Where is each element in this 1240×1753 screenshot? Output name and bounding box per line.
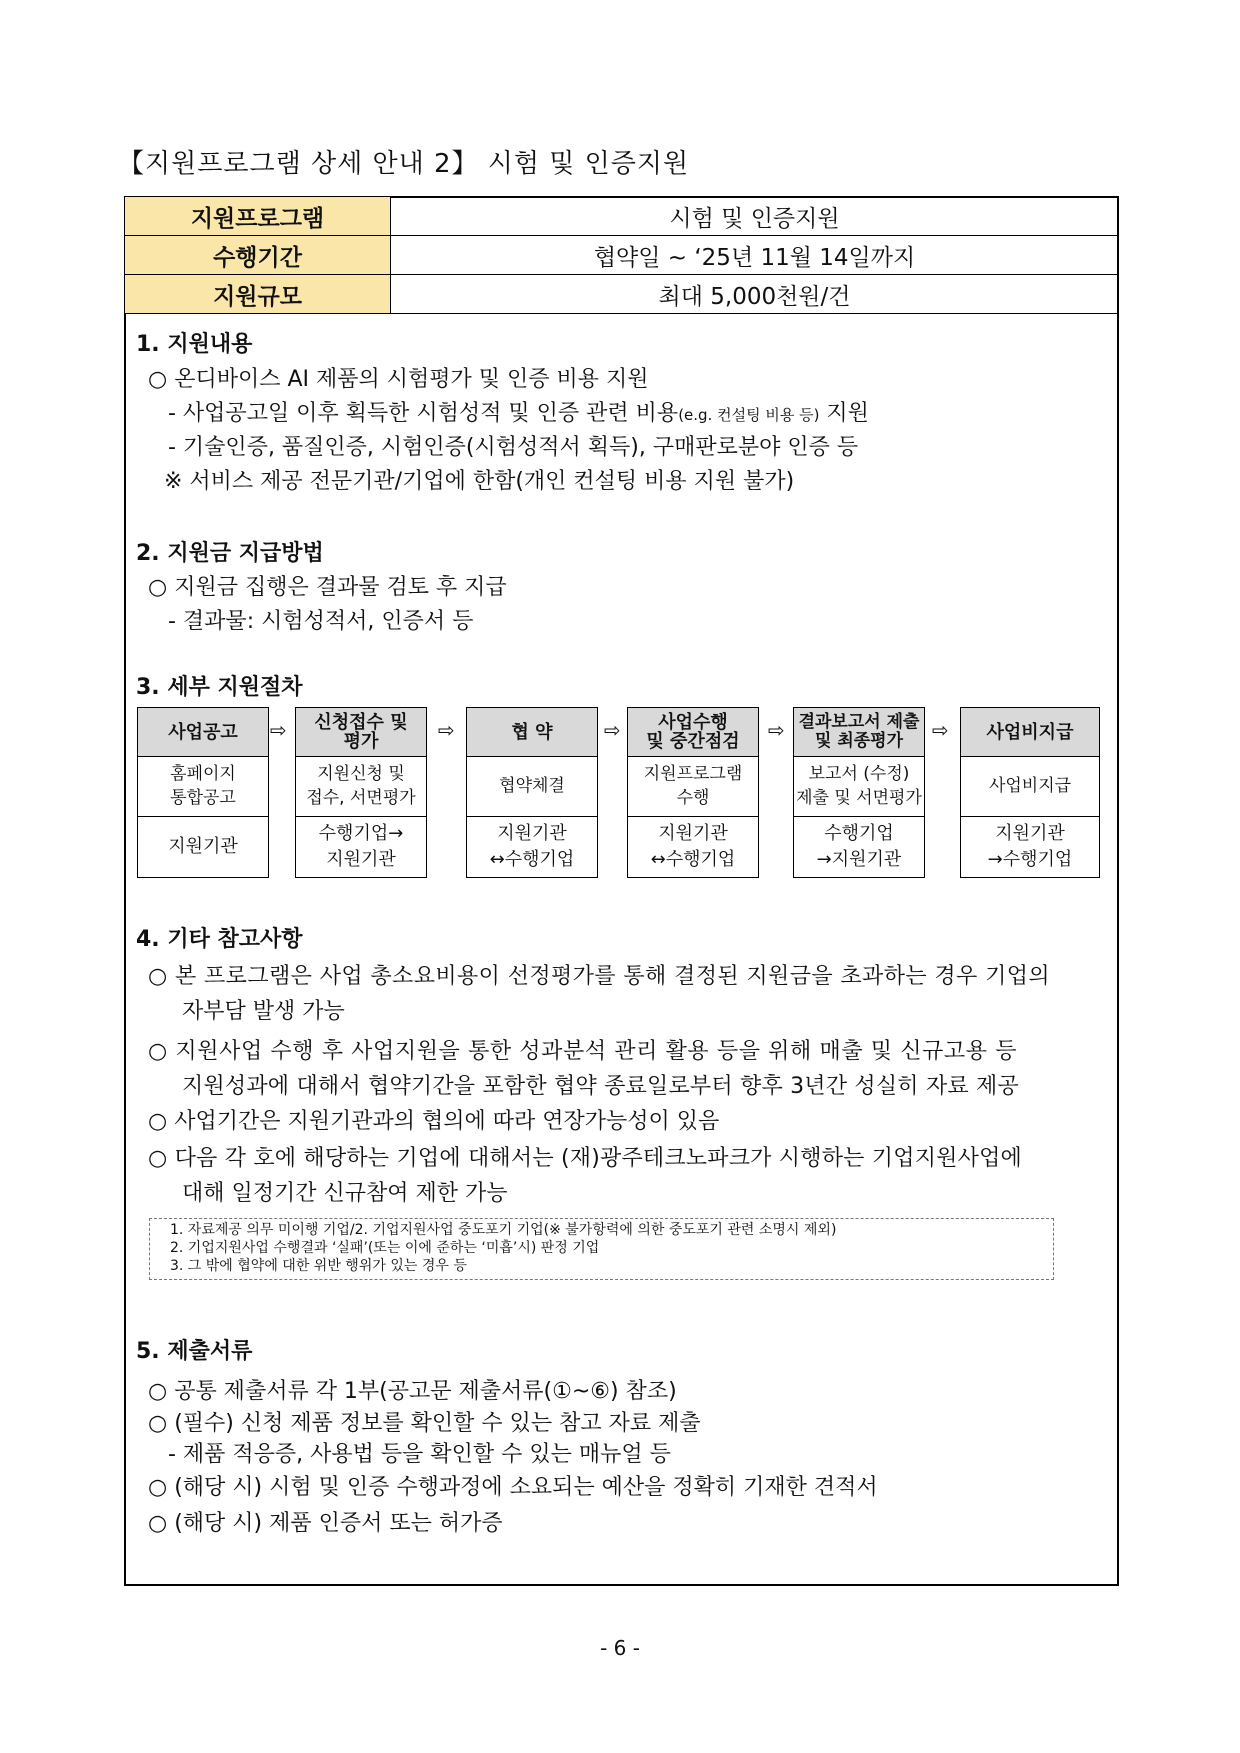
section-3-heading: 3. 세부 지원절차 [136,675,303,700]
section-1-line: ※ 서비스 제공 전문기관/기업에 한함(개인 컨설팅 비용 지원 불가) [164,469,795,494]
info-key: 지원규모 [125,275,391,314]
arrow-icon: ⇨ [438,718,455,742]
line-note: (e.g. 컨설팅 비용 등) [678,406,820,424]
line-text: 지원 [819,401,869,426]
step-title: 결과보고서 제출 및 최종평가 [794,708,924,757]
step-actor: 지원기관 →수행기업 [987,822,1073,870]
section-4-line: ○ 본 프로그램은 사업 총소요비용이 선정평가를 통해 결정된 지원금을 초과하는 경우 기업의 [148,964,1051,989]
note-item: 1. 자료제공 의무 미이행 기업/2. 기업지원사업 중도포기 기업(※ 불가항력에 의한 중도포기 관련 소명시 제외) [170,1222,837,1238]
section-4-line: ○ 사업기간은 지원기관과의 협의에 따라 연장가능성이 있음 [148,1109,720,1134]
section-1-line: ○ 온디바이스 AI 제품의 시험평가 및 인증 비용 지원 [148,367,649,392]
process-step [960,707,1100,878]
section-2-heading: 2. 지원금 지급방법 [136,541,324,566]
note-item: 3. 그 밖에 협약에 대한 위반 행위가 있는 경우 등 [170,1258,467,1274]
step-actor: 지원기관 ↔수행기업 [489,822,575,870]
step-description: 협약체결 [467,756,597,817]
section-5-line: ○ (해당 시) 제품 인증서 또는 허가증 [148,1511,503,1536]
arrow-icon: ⇨ [604,718,621,742]
step-description: 홈페이지 통합공고 [138,756,268,817]
process-step [466,707,598,878]
arrow-icon: ⇨ [932,718,949,742]
section-2-line: ○ 지원금 집행은 결과물 검토 후 지급 [148,575,507,600]
section-4-line: ○ 지원사업 수행 후 사업지원을 통한 성과분석 관리 활용 등을 위해 매출 및 신규고용 등 [148,1039,1018,1064]
section-2-line: - 결과물: 시험성적서, 인증서 등 [168,609,474,634]
step-title: 신청접수 및 평가 [296,708,426,757]
process-step [137,707,269,878]
restriction-note-box [149,1218,1054,1280]
step-actor: 수행기업→ 지원기관 [318,822,404,870]
step-description: 지원신청 및 접수, 서면평가 [296,756,426,817]
process-step [295,707,427,878]
step-title: 사업수행 및 중간점검 [628,708,758,757]
section-4-line: 자부담 발생 가능 [182,999,345,1024]
line-text: - 사업공고일 이후 획득한 시험성적 및 인증 관련 비용 [168,401,679,426]
section-4-heading: 4. 기타 참고사항 [136,927,303,952]
section-4-line: 지원성과에 대해서 협약기간을 포함한 협약 종료일로부터 향후 3년간 성실히 자료 제공 [182,1074,1019,1099]
step-actor: 지원기관 [168,835,238,857]
step-description: 보고서 (수정) 제출 및 서면평가 [794,756,924,817]
info-key: 수행기간 [125,236,391,275]
step-actor: 수행기업 →지원기관 [816,822,902,870]
info-value: 시험 및 인증지원 [391,197,1119,236]
table-row [125,197,1119,236]
process-step [793,707,925,878]
section-5-line: - 제품 적응증, 사용법 등을 확인할 수 있는 매뉴얼 등 [168,1442,671,1467]
section-1-line: - 기술인증, 품질인증, 시험인증(시험성적서 획득), 구매판로분야 인증 등 [168,435,859,460]
program-info-table [124,196,1119,314]
table-row [125,275,1119,314]
note-item: 2. 기업지원사업 수행결과 ‘실패’(또는 이에 준하는 ‘미흡’시) 판정 기업 [170,1240,600,1256]
info-value: 최대 5,000천원/건 [391,275,1119,314]
section-5-line: ○ (필수) 신청 제품 정보를 확인할 수 있는 참고 자료 제출 [148,1411,701,1436]
table-row [125,236,1119,275]
section-1-heading: 1. 지원내용 [136,332,253,357]
info-value: 협약일 ~ ‘25년 11월 14일까지 [391,236,1119,275]
section-4-line: 대해 일정기간 신규참여 제한 가능 [182,1181,508,1206]
step-description: 사업비지급 [961,756,1099,817]
section-4-line: ○ 다음 각 호에 해당하는 기업에 대해서는 (재)광주테크노파크가 시행하는 기업지원사업에 [148,1146,1022,1171]
step-actor: 지원기관 ↔수행기업 [650,822,736,870]
page-number: - 6 - [600,1636,640,1660]
info-key: 지원프로그램 [125,197,391,236]
arrow-icon: ⇨ [768,718,785,742]
section-1-line [168,396,869,427]
section-5-line: ○ (해당 시) 시험 및 인증 수행과정에 소요되는 예산을 정확히 기재한 견적서 [148,1475,878,1500]
step-title: 사업비지급 [961,708,1099,757]
page-title: 【지원프로그램 상세 안내 2】 시험 및 인증지원 [118,149,690,179]
section-5-heading: 5. 제출서류 [136,1339,253,1364]
section-5-line: ○ 공통 제출서류 각 1부(공고문 제출서류(①~⑥) 참조) [148,1379,677,1404]
step-title: 협 약 [467,708,597,757]
arrow-icon: ⇨ [270,718,287,742]
process-step [627,707,759,878]
step-title: 사업공고 [138,708,268,757]
step-description: 지원프로그램 수행 [628,756,758,817]
